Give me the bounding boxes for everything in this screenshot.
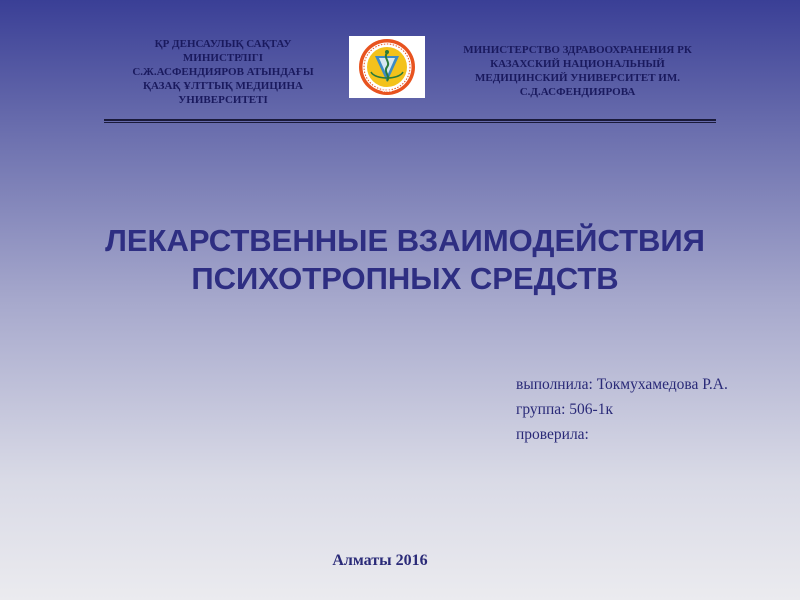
author-info: [516, 372, 796, 447]
slide-title: [30, 222, 780, 298]
university-logo: [349, 36, 425, 98]
header-left-block: [118, 37, 328, 107]
header-right-line: МЕДИЦИНСКИЙ УНИВЕРСИТЕТ ИМ.: [475, 72, 680, 84]
performed-by: выполнила: Токмухамедова Р.А.: [516, 376, 728, 393]
footer-city-year: Алматы 2016: [332, 552, 428, 569]
header-left-line: ҚАЗАҚ ҰЛТТЫҚ МЕДИЦИНА: [143, 80, 303, 92]
header-left-line: ҚР ДЕНСАУЛЫҚ САҚТАУ: [154, 38, 292, 50]
header-divider: [104, 119, 716, 124]
title-line-2: ПСИХОТРОПНЫХ СРЕДСТВ: [191, 261, 619, 296]
header-right-line: С.Д.АСФЕНДИЯРОВА: [519, 86, 636, 98]
group: группа: 506-1к: [516, 401, 613, 418]
header-right-line: КАЗАХСКИЙ НАЦИОНАЛЬНЫЙ: [490, 58, 665, 70]
title-line-1: ЛЕКАРСТВЕННЫЕ ВЗАИМОДЕЙСТВИЯ: [105, 223, 705, 258]
header-left-line: УНИВЕРСИТЕТІ: [178, 94, 268, 106]
divider-line-thick: [104, 119, 716, 121]
checked-by: проверила:: [516, 426, 589, 443]
university-emblem-icon: [349, 36, 425, 98]
header-right-block: [440, 43, 715, 99]
logo-year: 1930: [381, 88, 393, 93]
header-left-line: С.Ж.АСФЕНДИЯРОВ АТЫНДАҒЫ: [132, 66, 314, 78]
divider-line-thin: [104, 122, 716, 123]
header-left-line: МИНИСТРЛІГІ: [182, 52, 264, 64]
header-right-line: МИНИСТЕРСТВО ЗДРАВООХРАНЕНИЯ РК: [463, 44, 692, 56]
